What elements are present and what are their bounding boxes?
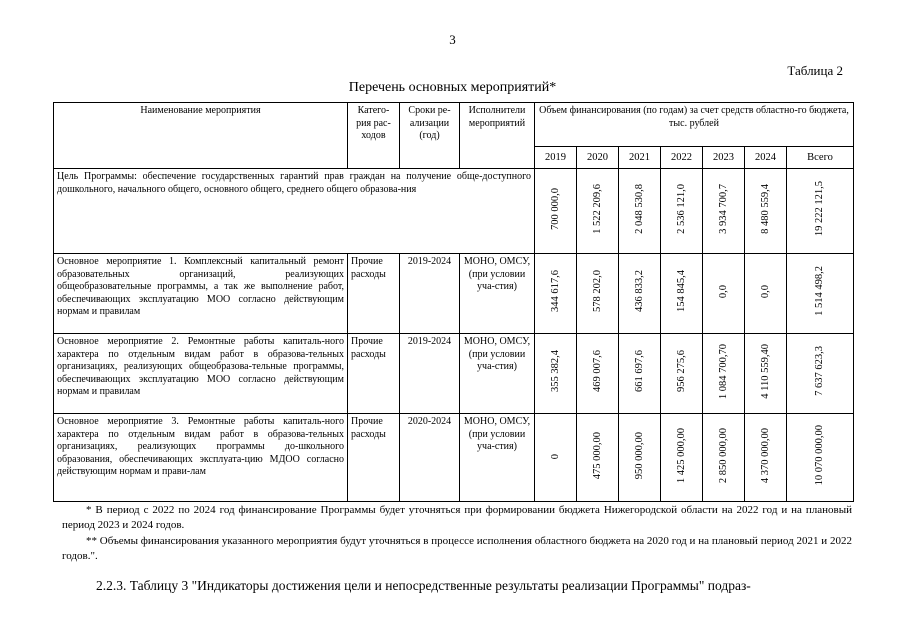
goal-total: 19 222 121,5 [814,181,826,237]
activity-value: 344 617,6 [549,270,561,313]
footnote-1-text: * В период с 2022 по 2024 год финансирование Программы будет уточняться при формировании бюджета Нижегородской области на 2022 год и на плановый период 2023 и 2024 годов. [62,504,852,531]
activity-terms: 2019-2024 [400,334,460,414]
activity-category: Прочие расходы [348,334,400,414]
activity-value: 355 382,4 [549,350,561,393]
header-year: 2024 [745,147,787,169]
table-row [54,254,854,334]
activity-value: 4 370 000,00 [759,427,771,483]
activities-table [53,102,854,502]
activity-total: 1 514 498,2 [814,266,826,317]
header-name: Наименование мероприятия [54,103,348,169]
header-row-main [54,103,854,147]
activity-name: Основное мероприятие 2. Ремонтные работы капиталь-ного характера по отдельным видам работ в образова-тельных организациях, реализующих общеобразова-тельные программы, обеспечивающих эксплуатацию МОО согласно действующим нормам и правилам [54,334,348,414]
activity-category: Прочие расходы [348,254,400,334]
activity-total: 7 637 623,3 [814,346,826,397]
activity-value: 956 275,6 [675,350,687,393]
goal-value: 3 934 700,7 [717,183,729,234]
header-year: 2023 [703,147,745,169]
header-funding: Объем финансирования (по годам) за счет средств областно-го бюджета, тыс. рублей [535,103,854,147]
activity-terms: 2019-2024 [400,254,460,334]
footnote-2 [62,534,852,564]
header-year: 2019 [535,147,577,169]
goal-value: 2 048 530,8 [633,183,645,234]
goal-value: 2 536 121,0 [675,183,687,234]
table-row [54,414,854,502]
footnote-2-text: ** Объемы финансирования указанного мероприятия будут уточняться в процессе исполнения областного бюджета на 2020 год и на плановый период 2021 и 2022 годов.". [62,535,852,562]
activity-value: 1 425 000,00 [675,427,687,483]
table-label: Таблица 2 [787,63,843,78]
activity-value: 4 110 559,40 [759,344,771,399]
header-year: 2020 [577,147,619,169]
header-year: 2021 [619,147,661,169]
activity-total: 10 070 000,00 [814,425,826,486]
activity-executors: МОНО, ОМСУ, (при условии уча-стия) [460,254,535,334]
bottom-paragraph: 2.2.3. Таблицу 3 "Индикаторы достижения цели и непосредственные результаты реализации Программы" подраз- [96,578,751,593]
goal-value: 700 000,0 [549,187,561,230]
footnote-1 [62,503,852,533]
goal-value: 8 480 559,4 [759,183,771,234]
activity-executors: МОНО, ОМСУ, (при условии уча-стия) [460,414,535,502]
activity-value: 475 000,00 [591,431,603,479]
page-number: 3 [449,32,456,47]
activity-value: 0 [549,454,561,460]
table-title: Перечень основных мероприятий* [348,80,557,95]
header-terms: Сроки ре-ализации (год) [400,103,460,169]
header-year: 2022 [661,147,703,169]
header-executors: Исполнители мероприятий [460,103,535,169]
goal-value: 1 522 209,6 [591,183,603,234]
activity-value: 436 833,2 [633,270,645,313]
table-row [54,334,854,414]
activity-value: 661 697,6 [633,350,645,393]
activity-terms: 2020-2024 [400,414,460,502]
activity-name: Основное мероприятие 3. Ремонтные работы капиталь-ного характера по отдельным видам работ в образова-тельных организациях, реализующих программы до-школьного образования, обеспечивающих эксплуата-цию МДОО согласно действующим нормам и прави-лам [54,414,348,502]
header-category: Катего-рия рас-ходов [348,103,400,169]
goal-row [54,169,854,254]
activity-value: 2 850 000,00 [717,427,729,483]
activity-value: 1 084 700,70 [717,343,729,399]
activity-value: 0,0 [759,284,771,298]
activity-value: 469 007,6 [591,350,603,393]
activity-value: 578 202,0 [591,270,603,313]
activity-executors: МОНО, ОМСУ, (при условии уча-стия) [460,334,535,414]
activity-value: 950 000,00 [633,431,645,479]
goal-text: Цель Программы: обеспечение государственных гарантий прав граждан на получение обще-доступного дошкольного, начального общего, основного общего, среднего общего образова-ния [54,169,535,254]
header-total: Всего [787,147,854,169]
activity-name: Основное мероприятие 1. Комплексный капитальный ремонт образовательных организаций, реализующих общеобразовательные программы, а так же выполнение работ, обеспечивающих эксплуатацию МОО согласно действующим нормам и правилам [54,254,348,334]
activity-value: 154 845,4 [675,270,687,313]
activity-category: Прочие расходы [348,414,400,502]
activity-value: 0,0 [717,284,729,298]
